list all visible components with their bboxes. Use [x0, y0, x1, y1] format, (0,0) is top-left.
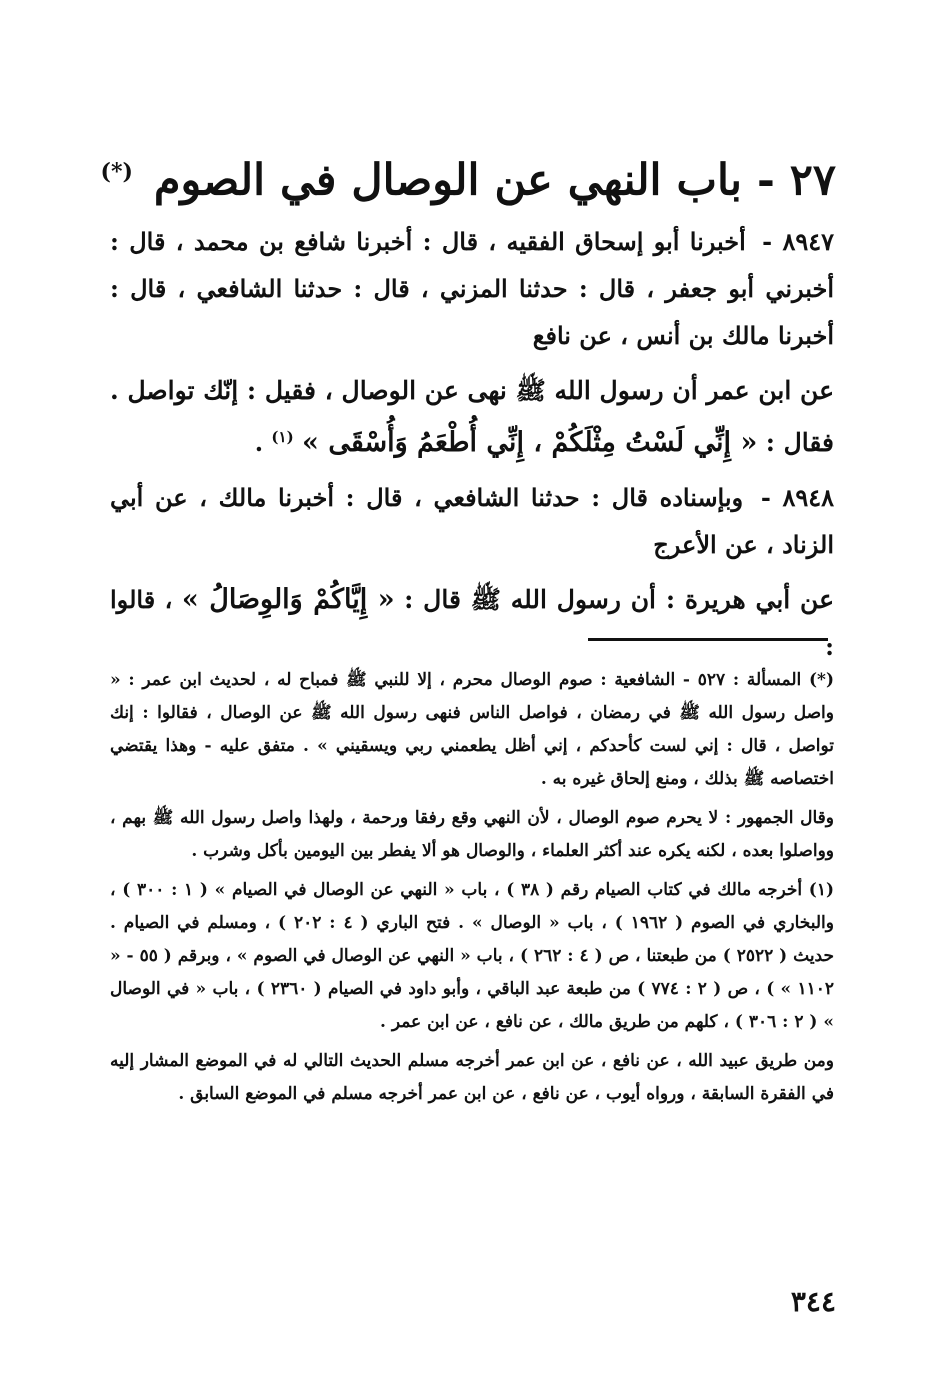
prophetic-quote: « إِنِّي لَسْتُ مِثْلَكُمْ ، إِنِّي أُطْعَمُ وَأُسْقَى »	[302, 427, 758, 458]
jumhur-text: لا يحرم صوم الوصال ، لأن النهي وقع رفقا ورحمة ، ولهذا واصل رسول الله ﷺ بهم ، وواصلوا بعده ، لكنه يكره عند أكثر العلماء ، والوصال هو ألا يفطر بين اليومين بأكل وشرب .	[110, 808, 834, 861]
prophetic-quote: « إِيَّاكُمْ وَالوِصَالُ »	[181, 584, 395, 615]
isnad-text: أخبرنا أبو إسحاق الفقيه ، قال : أخبرنا شافع بن محمد ، قال : أخبرني أبو جعفر ، قال : حدثنا المزني ، قال : حدثنا الشافعي ، قال : أخبرنا مالك بن أنس ، عن نافع	[110, 227, 835, 350]
masala-label: (*) المسألة : ٥٢٧ - الشافعية :	[600, 670, 834, 690]
footnote-1-continued: ومن طريق عبيد الله ، عن نافع ، عن ابن عمر أخرجه مسلم الحديث التالي له في الموضع المشار إليه في الفقرة السابقة ، ورواه أيوب ، عن نافع ، عن ابن عمر أخرجه مسلم في الموضع السابق .	[110, 1051, 834, 1104]
hadith-number: ٨٩٤٧ -	[762, 227, 834, 256]
matn-text: عن ابن عمر أن رسول الله ﷺ نهى عن الوصال ، فقيل : إنّك تواصل . فقال :	[110, 376, 834, 457]
hadith-8947-matn	[110, 367, 834, 466]
footnote-jumhur	[110, 802, 834, 868]
hadith-8948-isnad	[110, 474, 834, 568]
hadith-8948-matn	[110, 576, 834, 670]
masala-text: صوم الوصال محرم ، إلا للنبي ﷺ فمباح له ، لحديث ابن عمر : « واصل رسول الله ﷺ في رمضان ، فواصل الناس فنهى رسول الله ﷺ عن الوصال ، فقالوا : إنك تواصل ، قال : إني لست كأحدكم ، إني أظل يطعمني ربي ويسقيني » . متفق عليه - وهذا يقتضي اختصاصه ﷺ بذلك ، ومنع إلحاق غيره به .	[110, 670, 834, 789]
footnote-1: (١) أخرجه مالك في كتاب الصيام رقم ( ٣٨ ) ، باب « النهي عن الوصال في الصيام » ( ١ : ٣٠٠ ) ، والبخاري في الصوم ( ١٩٦٢ ) ، باب « الوصال » . فتح الباري ( ٤ : ٢٠٢ ) ، ومسلم في الصيام . حديث ( ٢٥٢٢ ) من طبعتنا ، ص ( ٤ : ٢٦٢ ) ، باب « النهي عن الوصال في الصوم » ، وبرقم ( ٥٥ - « ١١٠٢ » ) ، ص ( ٢ : ٧٧٤ ) من طبعة عبد الباقي ، وأبو داود في الصيام ( ٢٣٦٠ ) ، باب « في الوصال » ( ٢ : ٣٠٦ ) ، كلهم من طريق مالك ، عن نافع ، عن ابن عمر .	[110, 880, 835, 1032]
footnote-marker: (*)	[100, 159, 133, 185]
isnad-text: وبإسناده قال : حدثنا الشافعي ، قال : أخبرنا مالك ، عن أبي الزناد ، عن الأعرج	[110, 483, 834, 559]
footnote-ref: (١)	[271, 428, 294, 446]
footnote-separator	[588, 638, 828, 641]
page-number: ٣٤٤	[790, 1285, 836, 1318]
matn-end: .	[254, 428, 264, 457]
chapter-title-text: ٢٧ - باب النهي عن الوصال في الصوم	[153, 155, 836, 206]
main-text	[110, 218, 834, 678]
footnote-masala	[110, 664, 834, 796]
matn-end: ، قالوا :	[110, 585, 834, 661]
hadith-number: ٨٩٤٨ -	[760, 483, 834, 512]
hadith-8947-isnad	[110, 218, 834, 359]
jumhur-label: وقال الجمهور :	[724, 808, 835, 828]
matn-text: عن أبي هريرة : أن رسول الله ﷺ قال :	[404, 585, 834, 614]
chapter-title	[100, 142, 836, 210]
footnotes	[110, 664, 834, 1117]
